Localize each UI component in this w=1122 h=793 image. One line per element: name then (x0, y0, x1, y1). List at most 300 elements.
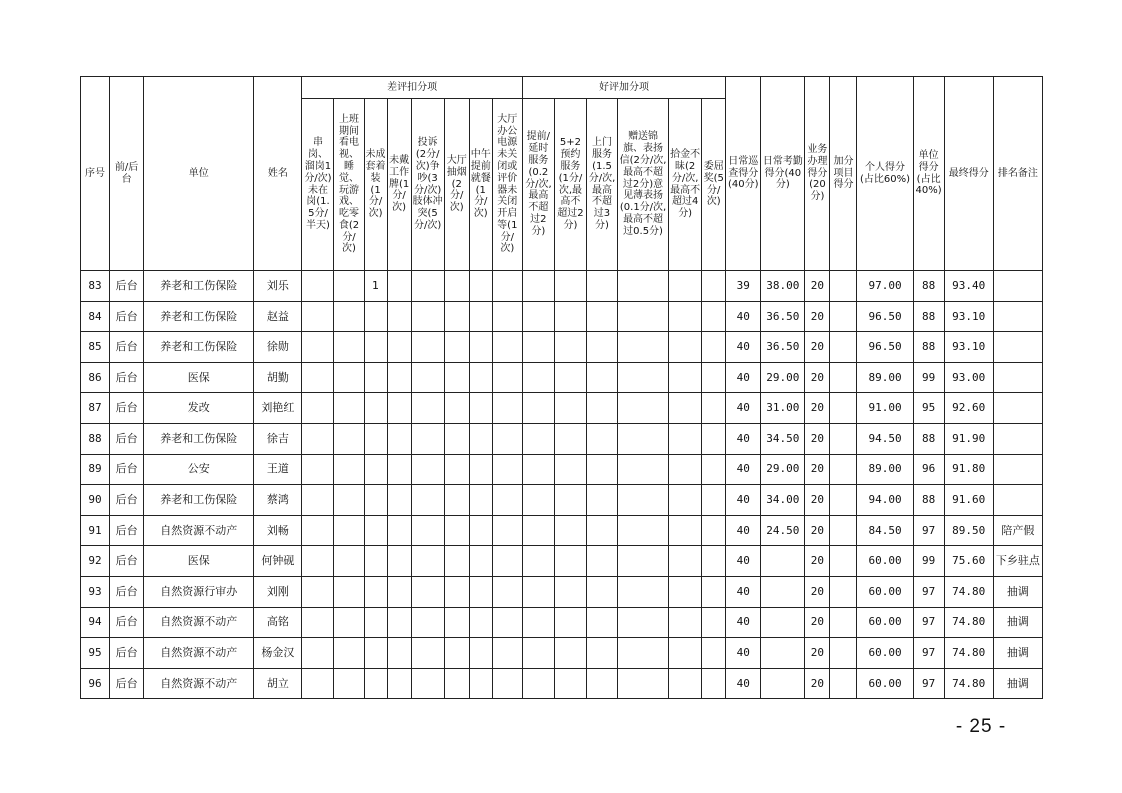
header-positive-item: 赠送锦旗、表扬信(2分/次,最高不超过2分)意见薄表扬(0.1分/次,最高不超过0.5分) (618, 99, 669, 271)
cell-negative-item (444, 485, 469, 516)
cell-name: 杨金汉 (254, 638, 302, 669)
cell-index: 84 (81, 301, 110, 332)
table-row (81, 607, 1043, 638)
cell-personal: 60.00 (857, 576, 913, 607)
cell-negative-item (364, 393, 387, 424)
cell-name: 刘刚 (254, 576, 302, 607)
header-name: 姓名 (254, 77, 302, 271)
cell-negative-item (387, 576, 411, 607)
cell-unit-score: 97 (913, 515, 944, 546)
cell-negative-item (444, 607, 469, 638)
cell-bonus (830, 301, 857, 332)
cell-positive-item (669, 607, 702, 638)
cell-bonus (830, 576, 857, 607)
cell-position: 后台 (110, 515, 144, 546)
cell-attendance: 36.50 (761, 301, 805, 332)
header-index: 序号 (81, 77, 110, 271)
cell-positive-item (618, 638, 669, 669)
cell-negative-item (302, 423, 334, 454)
cell-positive-item (618, 362, 669, 393)
cell-patrol: 40 (726, 515, 761, 546)
table-body (81, 271, 1043, 699)
cell-business: 20 (805, 485, 830, 516)
cell-negative-item (469, 668, 492, 699)
cell-remark (993, 301, 1042, 332)
cell-unit: 养老和工伤保险 (144, 301, 254, 332)
cell-negative-item (364, 607, 387, 638)
score-table (80, 76, 1043, 699)
cell-negative-item (364, 576, 387, 607)
header-negative-item: 中午提前就餐(1分/次) (469, 99, 492, 271)
header-bonus: 加分项目得分 (830, 77, 857, 271)
cell-unit-score: 88 (913, 485, 944, 516)
cell-negative-item (334, 332, 364, 363)
cell-business: 20 (805, 423, 830, 454)
cell-positive-item (702, 515, 726, 546)
cell-positive-item (586, 607, 617, 638)
cell-business: 20 (805, 546, 830, 577)
cell-negative-item (444, 393, 469, 424)
cell-positive-item (618, 485, 669, 516)
cell-final: 89.50 (944, 515, 993, 546)
cell-positive-item (669, 638, 702, 669)
cell-unit: 公安 (144, 454, 254, 485)
cell-attendance (761, 607, 805, 638)
cell-positive-item (669, 362, 702, 393)
cell-final: 91.80 (944, 454, 993, 485)
cell-negative-item (411, 546, 444, 577)
cell-negative-item (444, 362, 469, 393)
cell-negative-item (387, 393, 411, 424)
cell-final: 91.60 (944, 485, 993, 516)
cell-negative-item (411, 393, 444, 424)
cell-negative-item (302, 393, 334, 424)
cell-negative-item (492, 332, 522, 363)
cell-positive-item (554, 301, 586, 332)
cell-negative-item (411, 668, 444, 699)
header-positive-item: 上门服务(1.5分/次,最高不超过3分) (586, 99, 617, 271)
header-unit: 单位 (144, 77, 254, 271)
cell-unit-score: 88 (913, 332, 944, 363)
cell-negative-item (444, 454, 469, 485)
cell-positive-item (618, 271, 669, 302)
cell-name: 胡立 (254, 668, 302, 699)
cell-positive-item (618, 301, 669, 332)
cell-business: 20 (805, 607, 830, 638)
cell-negative-item (364, 454, 387, 485)
cell-negative-item (364, 485, 387, 516)
cell-unit-score: 99 (913, 546, 944, 577)
cell-index: 85 (81, 332, 110, 363)
cell-unit-score: 97 (913, 607, 944, 638)
cell-remark (993, 423, 1042, 454)
cell-negative-item (364, 515, 387, 546)
header-positive-item: 拾金不昧(2分/次,最高不超过4分) (669, 99, 702, 271)
cell-personal: 89.00 (857, 454, 913, 485)
cell-positive-item (702, 546, 726, 577)
cell-patrol: 40 (726, 301, 761, 332)
cell-negative-item (469, 423, 492, 454)
cell-personal: 60.00 (857, 607, 913, 638)
cell-position: 后台 (110, 423, 144, 454)
cell-unit-score: 88 (913, 423, 944, 454)
cell-position: 后台 (110, 668, 144, 699)
cell-positive-item (669, 515, 702, 546)
cell-negative-item (411, 332, 444, 363)
cell-positive-item (522, 638, 554, 669)
cell-index: 91 (81, 515, 110, 546)
cell-positive-item (669, 271, 702, 302)
cell-negative-item (444, 423, 469, 454)
cell-patrol: 40 (726, 454, 761, 485)
cell-position: 后台 (110, 332, 144, 363)
cell-positive-item (702, 301, 726, 332)
cell-index: 94 (81, 607, 110, 638)
header-negative-item: 大厅办公电源未关闭或评价器未关闭开启等(1分/次) (492, 99, 522, 271)
cell-patrol: 40 (726, 638, 761, 669)
header-negative-item: 大厅抽烟(2分/次) (444, 99, 469, 271)
header-negative-item: 未戴工作牌(1分/次) (387, 99, 411, 271)
cell-negative-item (334, 668, 364, 699)
cell-negative-item (492, 271, 522, 302)
cell-attendance: 36.50 (761, 332, 805, 363)
cell-name: 刘乐 (254, 271, 302, 302)
cell-positive-item (554, 423, 586, 454)
cell-remark (993, 485, 1042, 516)
cell-positive-item (702, 393, 726, 424)
cell-negative-item (334, 607, 364, 638)
cell-negative-item (302, 271, 334, 302)
cell-position: 后台 (110, 393, 144, 424)
cell-positive-item (522, 301, 554, 332)
cell-bonus (830, 423, 857, 454)
cell-unit: 养老和工伤保险 (144, 271, 254, 302)
cell-final: 74.80 (944, 668, 993, 699)
cell-personal: 60.00 (857, 638, 913, 669)
cell-negative-item (302, 576, 334, 607)
cell-positive-item (618, 454, 669, 485)
header-remark: 排名备注 (993, 77, 1042, 271)
cell-positive-item (702, 576, 726, 607)
cell-unit: 养老和工伤保险 (144, 423, 254, 454)
cell-negative-item (302, 301, 334, 332)
cell-patrol: 40 (726, 546, 761, 577)
cell-positive-item (586, 515, 617, 546)
cell-index: 86 (81, 362, 110, 393)
cell-positive-item (702, 668, 726, 699)
cell-negative-item (469, 301, 492, 332)
cell-negative-item (334, 546, 364, 577)
cell-positive-item (669, 393, 702, 424)
cell-negative-item (469, 607, 492, 638)
cell-positive-item (618, 393, 669, 424)
cell-attendance: 24.50 (761, 515, 805, 546)
cell-remark: 陪产假 (993, 515, 1042, 546)
cell-negative-item (469, 638, 492, 669)
cell-negative-item (492, 301, 522, 332)
cell-positive-item (702, 638, 726, 669)
cell-index: 90 (81, 485, 110, 516)
table-row (81, 332, 1043, 363)
cell-positive-item (586, 332, 617, 363)
cell-negative-item (411, 515, 444, 546)
cell-negative-item (387, 423, 411, 454)
cell-personal: 89.00 (857, 362, 913, 393)
cell-negative-item (444, 668, 469, 699)
header-attendance: 日常考勤得分(40分) (761, 77, 805, 271)
cell-final: 75.60 (944, 546, 993, 577)
header-unit-score: 单位得分(占比40%) (913, 77, 944, 271)
cell-final: 93.10 (944, 301, 993, 332)
cell-position: 后台 (110, 638, 144, 669)
cell-unit: 自然资源不动产 (144, 638, 254, 669)
header-negative-item: 投诉(2分/次)争吵(3分/次)肢体冲突(5分/次) (411, 99, 444, 271)
cell-positive-item (554, 638, 586, 669)
header-positive-item: 5+2预约服务(1分/次,最高不超过2分) (554, 99, 586, 271)
cell-personal: 60.00 (857, 546, 913, 577)
cell-attendance: 34.00 (761, 485, 805, 516)
cell-negative-item (469, 271, 492, 302)
cell-position: 后台 (110, 546, 144, 577)
cell-positive-item (618, 576, 669, 607)
cell-bonus (830, 271, 857, 302)
cell-positive-item (586, 576, 617, 607)
cell-positive-item (618, 515, 669, 546)
cell-unit: 医保 (144, 362, 254, 393)
cell-positive-item (554, 576, 586, 607)
cell-negative-item (411, 454, 444, 485)
cell-personal: 97.00 (857, 271, 913, 302)
cell-negative-item (302, 668, 334, 699)
table-row (81, 576, 1043, 607)
cell-unit: 自然资源不动产 (144, 515, 254, 546)
header-positive-item: 提前/延时服务(0.2分/次,最高不超过2分) (522, 99, 554, 271)
cell-positive-item (586, 362, 617, 393)
cell-negative-item (411, 607, 444, 638)
cell-unit: 养老和工伤保险 (144, 485, 254, 516)
cell-negative-item (411, 423, 444, 454)
cell-positive-item (669, 423, 702, 454)
cell-index: 89 (81, 454, 110, 485)
cell-positive-item (554, 485, 586, 516)
cell-remark (993, 271, 1042, 302)
cell-negative-item (469, 454, 492, 485)
cell-negative-item (302, 607, 334, 638)
cell-negative-item (364, 423, 387, 454)
cell-negative-item (364, 668, 387, 699)
header-final: 最终得分 (944, 77, 993, 271)
cell-negative-item (387, 332, 411, 363)
cell-negative-item (387, 515, 411, 546)
cell-negative-item (492, 454, 522, 485)
cell-positive-item (669, 332, 702, 363)
cell-positive-item (669, 454, 702, 485)
table-row (81, 546, 1043, 577)
cell-positive-item (554, 332, 586, 363)
cell-negative-item (334, 515, 364, 546)
cell-patrol: 40 (726, 668, 761, 699)
cell-bonus (830, 362, 857, 393)
cell-business: 20 (805, 362, 830, 393)
cell-negative-item: 1 (364, 271, 387, 302)
cell-personal: 60.00 (857, 668, 913, 699)
cell-remark: 抽调 (993, 576, 1042, 607)
cell-positive-item (522, 271, 554, 302)
cell-business: 20 (805, 576, 830, 607)
cell-business: 20 (805, 393, 830, 424)
cell-business: 20 (805, 271, 830, 302)
cell-negative-item (302, 362, 334, 393)
cell-attendance: 29.00 (761, 454, 805, 485)
cell-positive-item (554, 607, 586, 638)
cell-negative-item (469, 485, 492, 516)
cell-position: 后台 (110, 271, 144, 302)
cell-attendance (761, 668, 805, 699)
cell-negative-item (492, 515, 522, 546)
cell-index: 95 (81, 638, 110, 669)
cell-remark: 下乡驻点 (993, 546, 1042, 577)
cell-negative-item (364, 301, 387, 332)
cell-bonus (830, 332, 857, 363)
cell-positive-item (586, 301, 617, 332)
cell-unit-score: 96 (913, 454, 944, 485)
cell-unit: 自然资源行审办 (144, 576, 254, 607)
cell-patrol: 40 (726, 485, 761, 516)
cell-negative-item (302, 515, 334, 546)
cell-positive-item (522, 332, 554, 363)
cell-unit-score: 88 (913, 271, 944, 302)
cell-final: 92.60 (944, 393, 993, 424)
cell-negative-item (302, 638, 334, 669)
cell-negative-item (492, 668, 522, 699)
cell-negative-item (469, 393, 492, 424)
cell-positive-item (702, 607, 726, 638)
cell-negative-item (444, 546, 469, 577)
cell-index: 88 (81, 423, 110, 454)
cell-negative-item (444, 271, 469, 302)
table-row (81, 271, 1043, 302)
cell-position: 后台 (110, 301, 144, 332)
cell-business: 20 (805, 454, 830, 485)
cell-positive-item (554, 454, 586, 485)
cell-negative-item (387, 485, 411, 516)
table-row (81, 668, 1043, 699)
cell-positive-item (702, 454, 726, 485)
cell-final: 74.80 (944, 607, 993, 638)
cell-positive-item (522, 423, 554, 454)
cell-personal: 96.50 (857, 332, 913, 363)
cell-negative-item (334, 362, 364, 393)
cell-positive-item (618, 607, 669, 638)
cell-attendance: 31.00 (761, 393, 805, 424)
cell-unit-score: 99 (913, 362, 944, 393)
cell-positive-item (669, 576, 702, 607)
table-row (81, 515, 1043, 546)
cell-positive-item (586, 546, 617, 577)
cell-positive-item (554, 546, 586, 577)
cell-negative-item (411, 301, 444, 332)
cell-remark (993, 454, 1042, 485)
cell-negative-item (492, 362, 522, 393)
cell-final: 74.80 (944, 576, 993, 607)
cell-positive-item (618, 332, 669, 363)
cell-patrol: 39 (726, 271, 761, 302)
header-negative-group: 差评扣分项 (302, 77, 522, 99)
cell-remark (993, 332, 1042, 363)
cell-negative-item (444, 638, 469, 669)
cell-business: 20 (805, 668, 830, 699)
cell-negative-item (364, 332, 387, 363)
header-negative-item: 上班期间看电视、睡觉、玩游戏、吃零食(2分/次) (334, 99, 364, 271)
cell-positive-item (618, 546, 669, 577)
cell-positive-item (522, 546, 554, 577)
cell-negative-item (334, 301, 364, 332)
cell-negative-item (444, 301, 469, 332)
cell-bonus (830, 454, 857, 485)
cell-final: 93.40 (944, 271, 993, 302)
table-row (81, 301, 1043, 332)
cell-final: 91.90 (944, 423, 993, 454)
cell-remark (993, 393, 1042, 424)
cell-attendance: 29.00 (761, 362, 805, 393)
cell-business: 20 (805, 332, 830, 363)
cell-negative-item (334, 485, 364, 516)
cell-bonus (830, 485, 857, 516)
cell-negative-item (469, 362, 492, 393)
cell-positive-item (586, 271, 617, 302)
cell-remark: 抽调 (993, 607, 1042, 638)
cell-unit: 自然资源不动产 (144, 668, 254, 699)
table-row (81, 454, 1043, 485)
cell-personal: 94.50 (857, 423, 913, 454)
cell-positive-item (586, 485, 617, 516)
cell-positive-item (522, 607, 554, 638)
cell-unit-score: 88 (913, 301, 944, 332)
cell-bonus (830, 668, 857, 699)
cell-name: 胡勤 (254, 362, 302, 393)
cell-personal: 91.00 (857, 393, 913, 424)
cell-bonus (830, 393, 857, 424)
cell-remark: 抽调 (993, 668, 1042, 699)
cell-negative-item (387, 607, 411, 638)
cell-unit: 发改 (144, 393, 254, 424)
cell-personal: 94.00 (857, 485, 913, 516)
cell-unit-score: 97 (913, 576, 944, 607)
cell-business: 20 (805, 301, 830, 332)
cell-positive-item (702, 271, 726, 302)
cell-positive-item (522, 362, 554, 393)
cell-position: 后台 (110, 485, 144, 516)
cell-negative-item (469, 515, 492, 546)
cell-positive-item (522, 485, 554, 516)
cell-index: 93 (81, 576, 110, 607)
cell-positive-item (669, 546, 702, 577)
cell-patrol: 40 (726, 393, 761, 424)
cell-negative-item (444, 332, 469, 363)
cell-negative-item (411, 638, 444, 669)
cell-positive-item (586, 393, 617, 424)
cell-positive-item (522, 515, 554, 546)
cell-attendance (761, 576, 805, 607)
cell-negative-item (469, 332, 492, 363)
cell-patrol: 40 (726, 607, 761, 638)
cell-index: 92 (81, 546, 110, 577)
cell-name: 王道 (254, 454, 302, 485)
cell-positive-item (554, 362, 586, 393)
cell-name: 刘畅 (254, 515, 302, 546)
cell-positive-item (586, 668, 617, 699)
cell-negative-item (469, 576, 492, 607)
